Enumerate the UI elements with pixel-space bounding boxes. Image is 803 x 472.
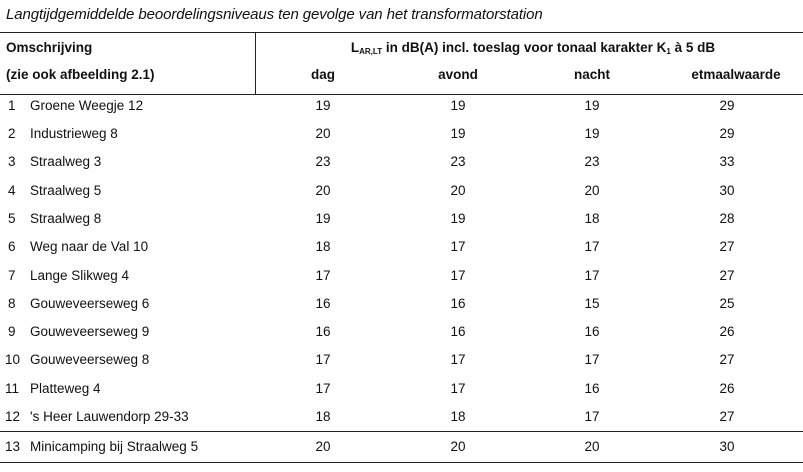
cell-etmaal: 25: [719, 296, 735, 311]
cell-nacht: 19: [584, 98, 600, 113]
cell-dag: 20: [315, 183, 331, 198]
row-location-name: Weg naar de Val 10: [30, 239, 149, 254]
cell-avond: 17: [450, 239, 466, 254]
cell-avond: 17: [450, 352, 466, 367]
cell-etmaal: 28: [719, 211, 735, 226]
row-number: 4: [8, 183, 16, 198]
row-number: 1: [8, 98, 16, 113]
cell-etmaal: 30: [719, 439, 735, 454]
cell-dag: 16: [315, 296, 331, 311]
cell-nacht: 23: [584, 154, 600, 169]
cell-nacht: 20: [584, 183, 600, 198]
table-caption: Langtijdgemiddelde beoordelingsniveaus ten gevolge van het transformatorstation: [6, 6, 543, 23]
cell-etmaal: 29: [719, 98, 735, 113]
row-number: 5: [8, 211, 16, 226]
table-bottom-rule: [0, 462, 803, 463]
cell-nacht: 17: [584, 268, 600, 283]
header-see-figure: (zie ook afbeelding 2.1): [6, 67, 155, 82]
cell-avond: 16: [450, 324, 466, 339]
cell-nacht: 16: [584, 324, 600, 339]
row-location-name: Gouweveerseweg 6: [30, 296, 150, 311]
table-top-rule: [0, 32, 803, 33]
row-number: 8: [8, 296, 16, 311]
cell-avond: 17: [450, 268, 466, 283]
cell-nacht: 17: [584, 239, 600, 254]
cell-avond: 18: [450, 409, 466, 424]
cell-avond: 20: [450, 183, 466, 198]
cell-nacht: 18: [584, 211, 600, 226]
cell-dag: 19: [315, 98, 331, 113]
row-number: 12: [5, 409, 21, 424]
header-avond: avond: [438, 67, 478, 82]
cell-etmaal: 27: [719, 239, 735, 254]
row-location-name: Straalweg 5: [30, 183, 102, 198]
cell-dag: 18: [315, 409, 331, 424]
row-location-name: Lange Slikweg 4: [30, 268, 130, 283]
cell-dag: 18: [315, 239, 331, 254]
cell-avond: 20: [450, 439, 466, 454]
cell-avond: 19: [450, 126, 466, 141]
header-bottom-rule: [0, 94, 803, 95]
row13-separator-rule: [0, 431, 803, 432]
header-column-divider: [255, 33, 256, 95]
cell-nacht: 15: [584, 296, 600, 311]
row-number: 11: [5, 381, 20, 396]
row-location-name: Minicamping bij Straalweg 5: [30, 439, 199, 454]
row-number: 9: [8, 324, 16, 339]
cell-nacht: 20: [584, 439, 600, 454]
cell-avond: 17: [450, 381, 466, 396]
row-location-name: Straalweg 3: [30, 154, 102, 169]
cell-etmaal: 33: [719, 154, 735, 169]
row-number: 7: [8, 268, 16, 283]
cell-etmaal: 26: [719, 381, 735, 396]
row-number: 6: [8, 239, 16, 254]
cell-avond: 16: [450, 296, 466, 311]
cell-dag: 17: [315, 268, 331, 283]
cell-avond: 23: [450, 154, 466, 169]
cell-etmaal: 30: [719, 183, 735, 198]
row-location-name: Gouweveerseweg 9: [30, 324, 150, 339]
cell-nacht: 17: [584, 352, 600, 367]
row-location-name: Gouweveerseweg 8: [30, 352, 150, 367]
cell-nacht: 17: [584, 409, 600, 424]
row-number: 3: [8, 154, 16, 169]
cell-nacht: 16: [584, 381, 600, 396]
cell-etmaal: 27: [719, 409, 735, 424]
row-location-name: Platteweg 4: [30, 381, 101, 396]
row-number: 10: [5, 352, 21, 367]
cell-etmaal: 29: [719, 126, 735, 141]
cell-dag: 16: [315, 324, 331, 339]
cell-dag: 20: [315, 439, 331, 454]
cell-avond: 19: [450, 98, 466, 113]
row-location-name: Industrieweg 8: [30, 126, 118, 141]
cell-avond: 19: [450, 211, 466, 226]
cell-dag: 20: [315, 126, 331, 141]
header-dag: dag: [310, 67, 335, 82]
header-omschrijving: Omschrijving: [6, 40, 93, 55]
cell-etmaal: 27: [719, 352, 735, 367]
cell-dag: 17: [315, 352, 331, 367]
cell-dag: 17: [315, 381, 331, 396]
row-number: 2: [8, 126, 16, 141]
cell-etmaal: 27: [719, 268, 735, 283]
header-nacht: nacht: [573, 67, 610, 82]
cell-dag: 23: [315, 154, 331, 169]
row-location-name: Groene Weegje 12: [30, 98, 144, 113]
cell-etmaal: 26: [719, 324, 735, 339]
row-number: 13: [5, 439, 21, 454]
header-etmaalwaarde: etmaalwaarde: [691, 67, 781, 82]
row-location-name: Straalweg 8: [30, 211, 102, 226]
header-unit-description: $L_{AR,LT}$ in dB(A) incl. toeslag voor tonaal karakter $K_1$ à 5 dB: [350, 40, 716, 56]
row-location-name: 's Heer Lauwendorp 29-33: [30, 409, 189, 424]
cell-dag: 19: [315, 211, 331, 226]
cell-nacht: 19: [584, 126, 600, 141]
